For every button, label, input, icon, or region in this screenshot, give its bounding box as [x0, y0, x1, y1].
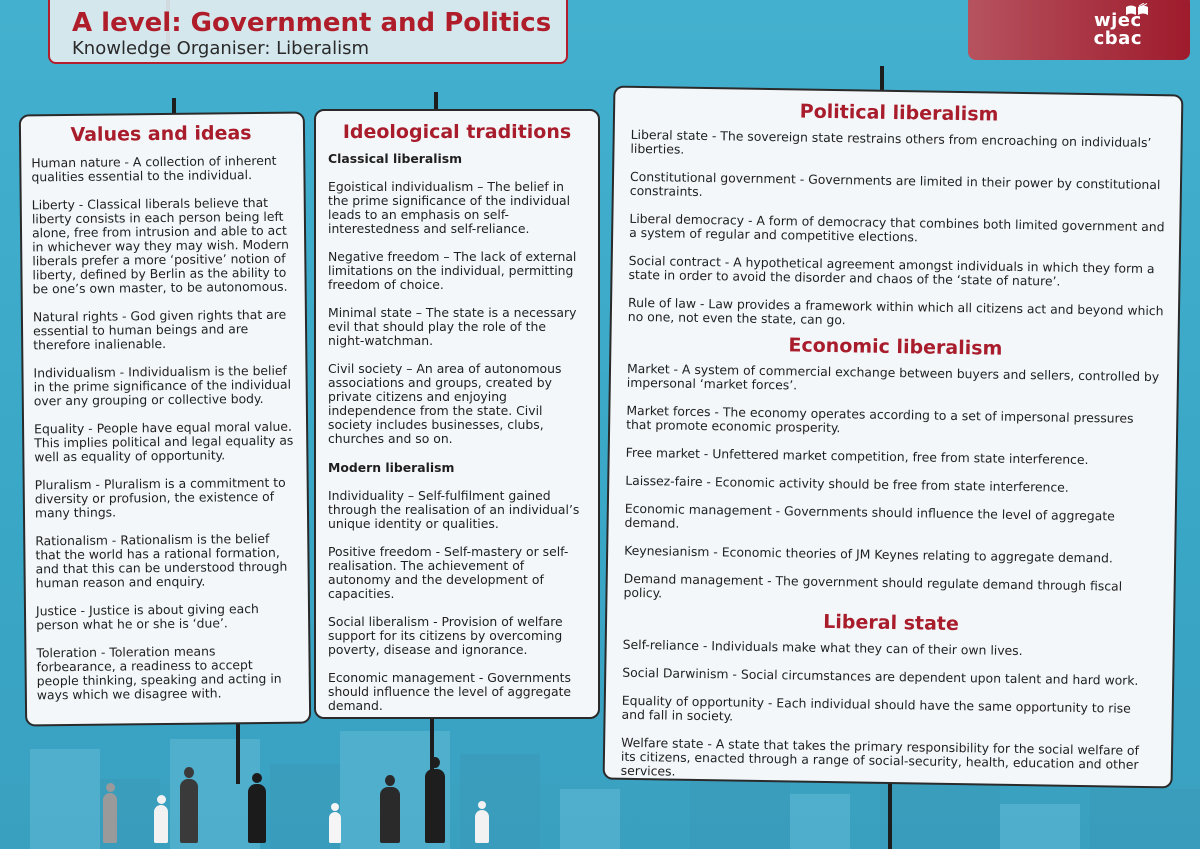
entry-market-forces: Market forces - The economy operates according to a set of impersonal pressures that promote economic prosperity.	[626, 402, 1134, 436]
entry-natural-rights: Natural rights - God given rights that are essential to human beings and are therefore inalienable.	[32, 306, 287, 353]
classical-liberalism-heading: Classical liberalism	[328, 151, 462, 166]
economic-liberalism-heading: Economic liberalism	[788, 334, 1003, 360]
entry-negative-freedom: Negative freedom – The lack of external limitations on the individual, permitting freedom of choice.	[328, 249, 577, 292]
modern-liberalism-heading: Modern liberalism	[328, 460, 455, 475]
entry-rationalism: Rationalism - Rationalism is the belief that the world has a rational formation, and that this can be understood through human reason and enquiry.	[35, 530, 288, 591]
entry-market: Market - A system of commercial exchange between buyers and sellers, controlled by impersonal ‘market forces’.	[626, 360, 1160, 393]
entry-justice: Justice - Justice is about giving each person what he or she is ‘due’.	[35, 601, 259, 633]
entry-social-contract: Social contract - A hypothetical agreement amongst individuals in which they form a state in order to avoid the disorder and chaos of the ‘state of nature’.	[628, 252, 1155, 289]
entry-free-market: Free market - Unfettered market competition, free from state interference.	[625, 444, 1089, 468]
page-title: A level: Government and Politics	[72, 8, 552, 38]
entry-liberal-democracy: Liberal democracy - A form of democracy that combines both limited government and a system of regular and competitive elections.	[629, 210, 1165, 245]
entry-civil-society: Civil society – An area of autonomous associations and groups, created by private citizens and enjoying independence from the state. Civil society includes businesses, clubs, churches and so on.	[328, 361, 562, 446]
entry-rule-of-law: Rule of law - Law provides a framework within which all citizens act and beyond which no one, not even the state, can go.	[627, 294, 1164, 328]
liberal-state-heading: Liberal state	[823, 610, 960, 636]
person-silhouette	[152, 795, 170, 843]
person-silhouette	[422, 757, 448, 843]
entry-liberal-state: Liberal state - The sovereign state restrains others from encroaching on individuals’ liberties.	[630, 126, 1152, 157]
entry-positive-freedom: Positive freedom - Self-mastery or self-realisation. The achievement of autonomy and the development of capacities.	[328, 544, 569, 601]
ideological-traditions-heading: Ideological traditions	[342, 121, 572, 143]
sign-pole	[880, 66, 884, 92]
logo-line-wjec: wjec	[1093, 10, 1142, 31]
title-banner	[48, 0, 568, 64]
ideological-traditions-panel	[314, 109, 600, 719]
values-and-ideas-panel	[19, 112, 311, 727]
entry-individuality: Individuality – Self-fulfilment gained through the realisation of an individual’s unique identity or qualities.	[328, 488, 580, 531]
entry-constitutional-government: Constitutional government - Governments are limited in their power by constitutional constraints.	[629, 168, 1161, 199]
entry-equality-of-opportunity: Equality of opportunity - Each individual should have the same opportunity to rise and fall in society.	[621, 692, 1131, 724]
entry-pluralism: Pluralism - Pluralism is a commitment to diversity or profusion, the existence of many things.	[34, 474, 286, 521]
wjec-cbac-logo	[968, 0, 1190, 60]
person-silhouette	[102, 783, 118, 843]
entry-human-nature: Human nature - A collection of inherent qualities essential to the individual.	[31, 152, 277, 185]
entry-social-darwinism: Social Darwinism - Social circumstances are dependent upon talent and hard work.	[622, 664, 1139, 688]
person-silhouette	[474, 801, 490, 843]
person-silhouette	[178, 767, 200, 843]
sign-pole	[888, 784, 892, 849]
page-subtitle: Knowledge Organiser: Liberalism	[72, 38, 369, 59]
person-silhouette	[378, 775, 402, 843]
entry-welfare-state: Welfare state - A state that takes the primary responsibility for the social welfare of its citizens, enacted through a range of social-security, health, education and other services.	[620, 734, 1140, 779]
entry-self-reliance: Self-reliance - Individuals make what they can of their own lives.	[622, 636, 1023, 659]
entry-equality: Equality - People have equal moral value. This implies political and legal equality as well as equality of opportunity.	[34, 418, 294, 465]
entry-toleration: Toleration - Toleration means forbearance, a readiness to accept people thinking, speaking and acting in ways which we disagree with.	[36, 643, 282, 703]
values-and-ideas-heading: Values and ideas	[70, 122, 252, 146]
liberalism-types-panel	[603, 86, 1184, 789]
entry-egoistical-individualism: Egoistical individualism – The belief in the prime significance of the individual leads to an emphasis on self-interestedness and self-reliance.	[328, 179, 571, 236]
entry-minimal-state: Minimal state – The state is a necessary evil that should play the role of the night-watchman.	[328, 305, 577, 348]
entry-social-liberalism: Social liberalism - Provision of welfare support for its citizens by overcoming poverty, disease and ignorance.	[328, 614, 563, 657]
sign-pole	[236, 724, 240, 784]
entry-economic-management: Economic management - Governments should influence the level of aggregate demand.	[328, 670, 572, 713]
person-silhouette	[328, 803, 342, 843]
entry-individualism: Individualism - Individualism is the belief in the prime significance of the individual over any grouping or collective body.	[33, 362, 292, 409]
entry-laissez-faire: Laissez-faire - Economic activity should be free from state interference.	[625, 472, 1069, 495]
logo-line-cbac: cbac	[1093, 28, 1142, 49]
political-liberalism-heading: Political liberalism	[799, 100, 999, 126]
entry-keynesianism: Keynesianism - Economic theories of JM Keynes relating to aggregate demand.	[624, 542, 1114, 566]
entry-demand-management: Demand management - The government should regulate demand through fiscal policy.	[623, 570, 1123, 601]
person-silhouette	[246, 773, 268, 843]
entry-economic-management: Economic management - Governments should influence the level of aggregate demand.	[624, 500, 1115, 531]
entry-liberty: Liberty - Classical liberals believe that liberty consists in each person being left alone, free from intrusion and able to act in whichever way they may wish. Modern liberals prefer a more ‘positive’ notion of liberty, defined by Berlin as the ability to be one’s own master, to be autonomous.	[31, 194, 289, 297]
